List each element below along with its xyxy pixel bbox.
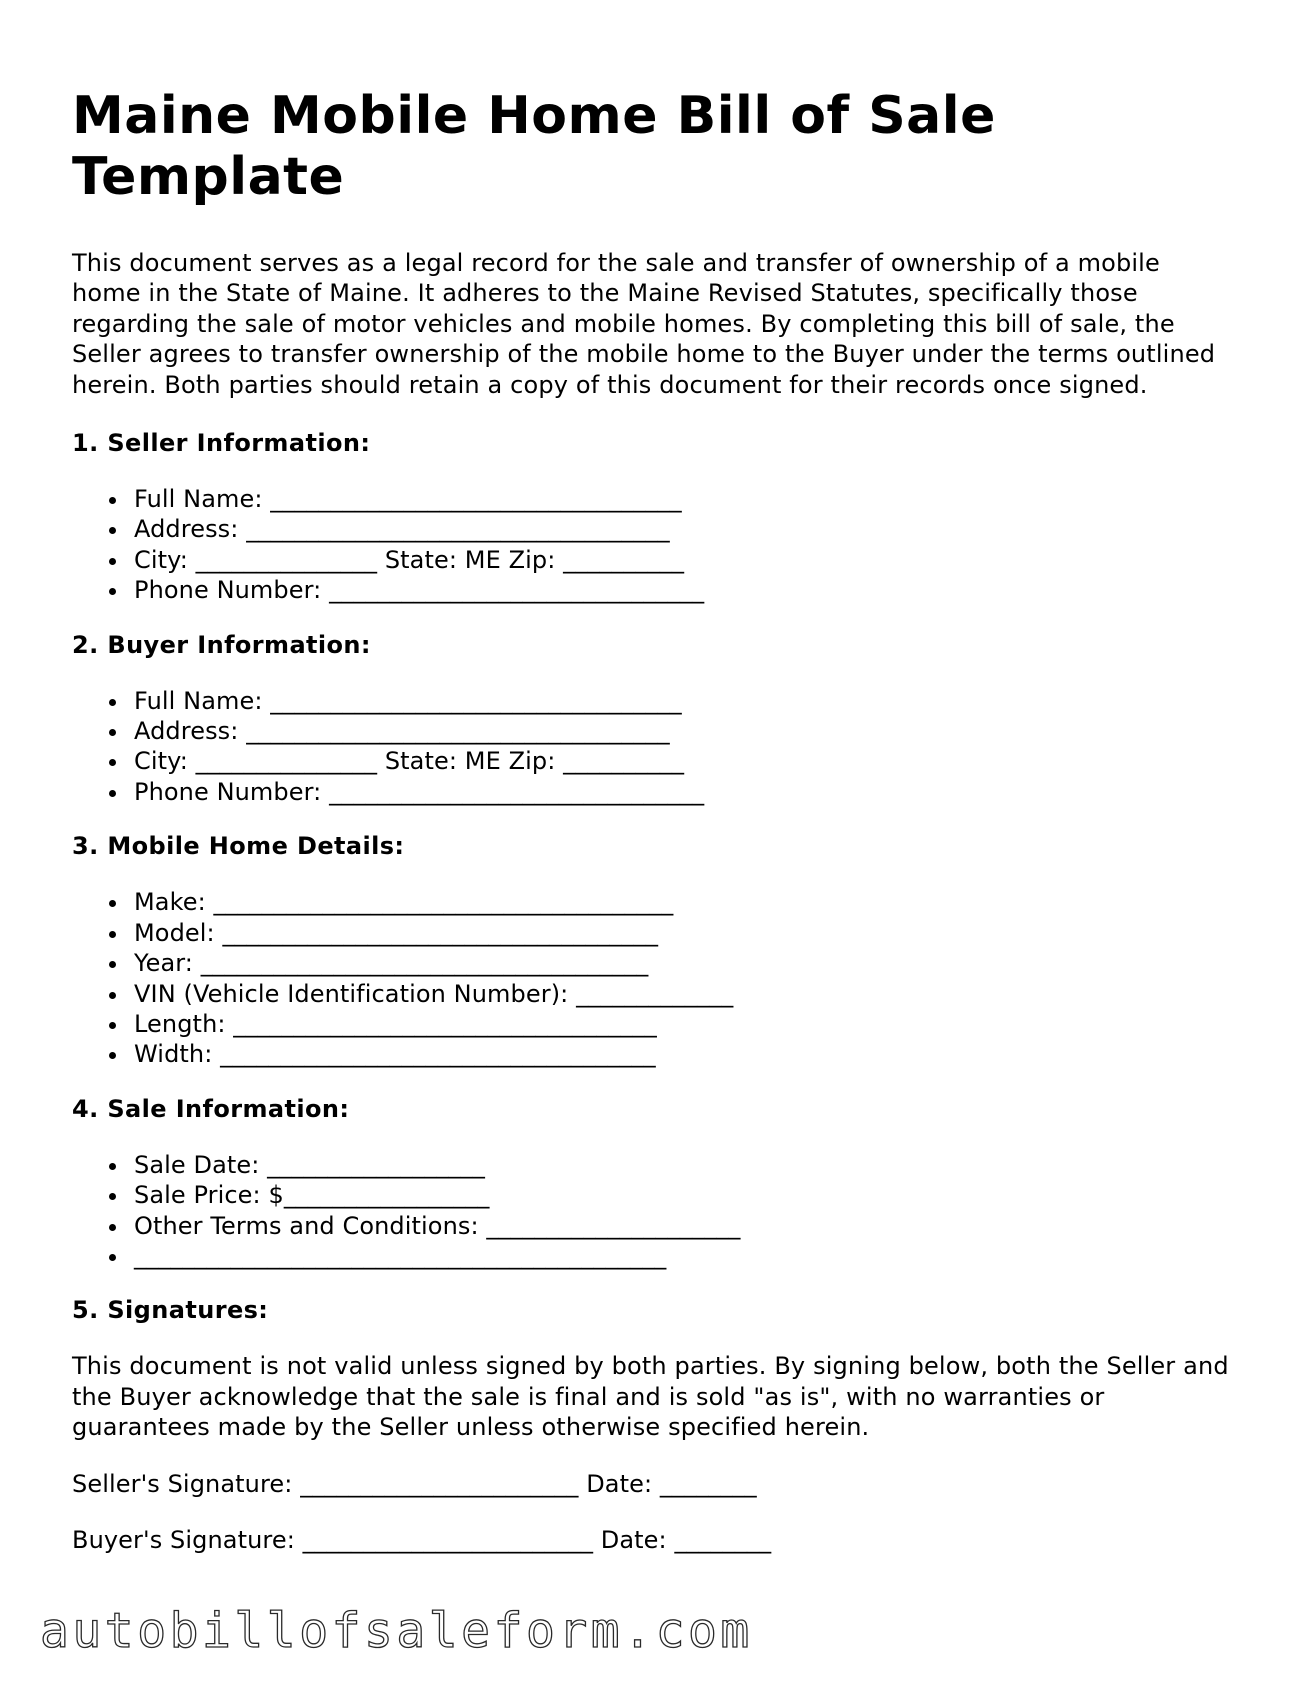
seller-full-name-field[interactable]: Full Name: __________________________________ <box>134 484 1232 514</box>
seller-phone-field[interactable]: Phone Number: _______________________________ <box>134 575 1232 605</box>
mobile-home-fields <box>72 887 1232 1069</box>
document-title: Maine Mobile Home Bill of Sale Template <box>72 86 996 207</box>
buyer-full-name-field[interactable]: Full Name: __________________________________ <box>134 686 1232 716</box>
buyer-signature-line[interactable]: Buyer's Signature: ________________________ Date: ________ <box>72 1525 772 1554</box>
seller-section-heading: 1. Seller Information: <box>72 429 371 458</box>
sale-date-field[interactable]: Sale Date: __________________ <box>134 1150 1232 1180</box>
buyer-address-field[interactable]: Address: ___________________________________ <box>134 716 1232 746</box>
sale-section-heading: 4. Sale Information: <box>72 1094 350 1123</box>
watermark-text: autobillofsaleform.com <box>40 1603 753 1659</box>
other-terms-continuation-field[interactable]: ____________________________________________ <box>134 1241 1232 1271</box>
width-field[interactable]: Width: ____________________________________ <box>134 1039 1232 1069</box>
buyer-fields <box>72 686 1232 808</box>
signatures-section-heading: 5. Signatures: <box>72 1296 269 1325</box>
sale-fields <box>72 1150 1232 1272</box>
model-field[interactable]: Model: ____________________________________ <box>134 918 1232 948</box>
year-field[interactable]: Year: _____________________________________ <box>134 948 1232 978</box>
document-page <box>72 86 1232 1555</box>
buyer-section-heading: 2. Buyer Information: <box>72 630 371 659</box>
seller-signature-line[interactable]: Seller's Signature: _______________________ Date: ________ <box>72 1469 757 1498</box>
vin-field[interactable]: VIN (Vehicle Identification Number): _____________ <box>134 979 1232 1009</box>
signatures-paragraph: This document is not valid unless signed by both parties. By signing below, both the Seller and the Buyer acknowledge that the sale is final and is sold "as is", with no warranties or guarantees made by the Seller unless otherwise specified herein. <box>72 1352 1229 1442</box>
sale-price-field[interactable]: Sale Price: $_________________ <box>134 1180 1232 1210</box>
seller-city-state-zip-field[interactable]: City: _______________ State: ME Zip: __________ <box>134 545 1232 575</box>
mobile-home-section-heading: 3. Mobile Home Details: <box>72 832 405 861</box>
buyer-city-state-zip-field[interactable]: City: _______________ State: ME Zip: __________ <box>134 746 1232 776</box>
buyer-phone-field[interactable]: Phone Number: _______________________________ <box>134 777 1232 807</box>
make-field[interactable]: Make: ______________________________________ <box>134 887 1232 917</box>
length-field[interactable]: Length: ___________________________________ <box>134 1009 1232 1039</box>
intro-paragraph: This document serves as a legal record for the sale and transfer of ownership of a mobile home in the State of Maine. It adheres to the Maine Revised Statutes, specifically those regarding the sale of motor vehicles and mobile homes. By completing this bill of sale, the Seller agrees to transfer ownership of the mobile home to the Buyer under the terms outlined herein. Both parties should retain a copy of this document for their records once signed. <box>72 249 1216 399</box>
seller-address-field[interactable]: Address: ___________________________________ <box>134 514 1232 544</box>
seller-fields <box>72 484 1232 606</box>
other-terms-field[interactable]: Other Terms and Conditions: _____________________ <box>134 1211 1232 1241</box>
